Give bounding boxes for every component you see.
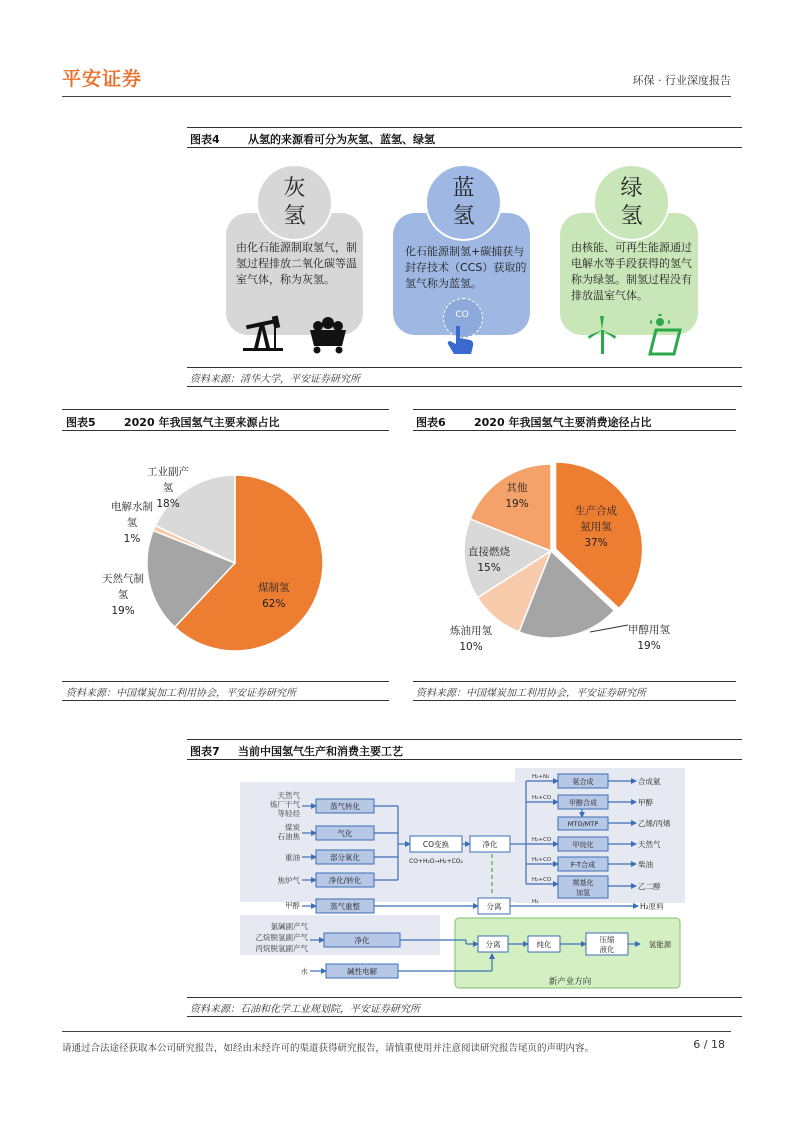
wind-turbine-icon	[588, 316, 616, 354]
blue-hydrogen-text: 化石能源制氢+碳捕获与封存技术（CCS）获取的氢气称为蓝氢。	[405, 245, 527, 290]
rx-ft: F-T合成	[570, 861, 596, 869]
pie2-methanol-leader-line	[590, 622, 630, 634]
fig6-bottom-rule	[413, 681, 736, 682]
fig4-source: 资料来源：清华大学，平安证券研究所	[190, 374, 360, 385]
fig7-title	[190, 743, 403, 759]
compress: 压缩	[599, 935, 615, 944]
green-hydrogen-text: 由核能、可再生能源通过电解水等手段获得的氢气称为绿氢。制氢过程没有排放温室气体。	[571, 241, 692, 302]
fig5-bottom-rule	[62, 681, 389, 682]
out-ethylene-glycol: 乙二醇	[638, 882, 661, 891]
pie2-burn-name: 直接燃烧	[468, 546, 510, 558]
pie2-label-combustion	[464, 544, 514, 576]
pie2-ammonia-name2: 氨用氢	[580, 521, 612, 533]
hand-touch-icon	[444, 322, 478, 356]
feed-ethane-dehydro-gas: 乙烷脱氢副产气	[255, 933, 308, 942]
gas-h2-n2: H₂+N₂	[532, 774, 550, 780]
pie1-elec-name1: 电解水制	[111, 501, 153, 513]
pie2-label-methanol	[624, 622, 674, 654]
blue-char2: 氢	[452, 204, 475, 229]
pie1-gas-name2: 氢	[117, 589, 129, 601]
pie2-methanol-name: 甲醇用氢	[628, 624, 670, 636]
pie1-ind-name1: 工业副产	[147, 466, 189, 478]
pie1-gas-name1: 天然气制	[102, 573, 144, 585]
rx-ammonia: 氨合成	[572, 778, 594, 786]
footer-disclaimer: 请通过合法途径获取本公司研究报告，如经由未经许可的渠道获得研究报告，请慎重使用并注意阅读研究报告尾页的声明内容。	[62, 1043, 595, 1054]
pie2-ammonia-value: 37%	[584, 537, 608, 549]
fig7-source: 资料来源：石油和化学工业规划院，平安证券研究所	[190, 1004, 420, 1015]
purification: 净化	[482, 840, 498, 849]
feed-propane-dehydro-gas: 丙烷脱氢副产气	[255, 944, 308, 953]
feed-light-hydrocarbon: 等轻烃	[277, 809, 300, 818]
pie1-label-coal	[258, 580, 290, 612]
fig4-title	[190, 131, 435, 147]
separation-2: 分离	[485, 940, 501, 949]
pie2-other-name: 其他	[506, 482, 528, 494]
feed-heavy-oil: 重油	[285, 853, 300, 862]
fig5-title-text: 2020 年我国氢气主要来源占比	[124, 416, 280, 429]
fig5-source-rule	[62, 700, 389, 701]
coal-cart-icon	[310, 317, 346, 354]
company-logo: 平安证券	[62, 68, 143, 90]
fig5-top-rule	[62, 409, 389, 410]
wind-solar-icons	[580, 314, 690, 356]
pie1-coal-name: 煤制氢	[258, 582, 290, 594]
grey-hydrogen-circle	[256, 164, 333, 241]
gas-h2-co-2: H₂+CO	[532, 837, 552, 843]
pie2-refine-name: 炼油用氢	[450, 625, 492, 637]
fig7-bottom-rule	[187, 997, 742, 998]
pie1-elec-name2: 氢	[126, 517, 138, 529]
report-category: 环保 · 行业深度报告	[632, 74, 731, 87]
fig6-source-rule	[413, 700, 736, 701]
fig5-title-rule	[62, 430, 389, 431]
pie1-label-industrial	[142, 464, 194, 512]
rx-methanation: 甲烷化	[572, 841, 594, 849]
fig4-number: 图表4	[190, 133, 220, 146]
proc-steam-reform-methanol: 蒸气重整	[330, 902, 360, 911]
out-ethylene-propylene: 乙烯/丙烯	[638, 819, 671, 828]
pie2-ammonia-name1: 生产合成	[575, 505, 617, 517]
proc-purify-convert: 净化/转化	[328, 876, 362, 885]
feed-natural-gas: 天然气	[277, 791, 300, 800]
refining: 纯化	[536, 940, 552, 949]
feed-water: 水	[300, 967, 308, 976]
fig7-title-rule	[187, 759, 742, 760]
out-diesel: 柴油	[638, 860, 653, 869]
rx-hydrogenation: 加氢	[576, 889, 590, 897]
new-industry-direction: 新产业方向	[548, 977, 592, 987]
oil-pump-and-coal-icons	[240, 312, 350, 354]
fig4-title-rule	[187, 147, 742, 148]
proc-partial-oxidation: 部分氧化	[330, 853, 360, 862]
feed-chlor-alkali-gas: 氯碱副产气	[270, 922, 308, 931]
pie2-label-ammonia	[570, 503, 622, 551]
oil-pump-icon	[243, 316, 283, 351]
fig7-top-rule	[187, 739, 742, 740]
co-capture-label: CO	[455, 310, 469, 320]
proc-purify-byproduct: 净化	[354, 936, 370, 945]
fig7-number: 图表7	[190, 745, 220, 758]
footer-divider	[62, 1031, 731, 1032]
pie2-label-other	[497, 480, 537, 512]
feed-petroleum-coke: 石油焦	[277, 832, 300, 841]
hydrogen-energy: 氢能源	[648, 940, 672, 949]
separation-1: 分离	[486, 902, 502, 911]
fig4-title-text: 从氢的来源看可分为灰氢、蓝氢、绿氢	[248, 133, 435, 146]
proc-steam-reforming: 蒸气转化	[330, 802, 360, 811]
page-number: 6 / 18	[693, 1038, 725, 1051]
rx-carbonylation: 羰基化	[572, 879, 594, 887]
co-shift-equation: CO+H₂O→H₂+CO₂	[409, 858, 463, 865]
fig6-source: 资料来源：中国煤炭加工利用协会，平安证券研究所	[416, 688, 646, 699]
proc-alkaline-electrolysis: 碱性电解	[347, 967, 377, 976]
grey-char1: 灰	[283, 176, 306, 201]
fig6-number: 图表6	[416, 416, 446, 429]
pie2-label-refining	[446, 623, 496, 655]
blue-char1: 蓝	[452, 176, 475, 201]
grey-hydrogen-text: 由化石能源制取氢气，制氢过程排放二氧化碳等温室气体，称为灰氢。	[236, 241, 357, 286]
gas-h2-co-3: H₂+CO	[532, 857, 552, 863]
out-ammonia: 合成氨	[638, 777, 661, 786]
solar-panel-icon	[650, 314, 680, 354]
liquefy: 液化	[599, 945, 615, 954]
hydrogen-process-flow-diagram	[240, 768, 715, 992]
header-divider	[62, 96, 731, 97]
fig5-source: 资料来源：中国煤炭加工利用协会，平安证券研究所	[66, 688, 296, 699]
pie1-label-gas	[97, 571, 149, 619]
green-hydrogen-circle	[593, 164, 670, 241]
rx-mto: MTO/MTP	[567, 820, 599, 828]
out-methanol: 甲醇	[638, 798, 653, 807]
pie2-burn-value: 15%	[477, 562, 501, 574]
fig4-top-rule	[187, 127, 742, 128]
fig5-number: 图表5	[66, 416, 96, 429]
pie1-elec-value: 1%	[123, 533, 141, 545]
fig6-title-text: 2020 年我国氢气主要消费途径占比	[474, 416, 652, 429]
pie2-other-value: 19%	[505, 498, 529, 510]
fig6-title-rule	[413, 430, 736, 431]
blue-hydrogen-circle	[425, 164, 502, 241]
fig6-title	[416, 414, 651, 430]
feed-coal: 煤炭	[285, 823, 300, 832]
rx-methanol: 甲醇合成	[569, 799, 597, 807]
proc-gasification: 气化	[337, 829, 353, 838]
feed-refinery-gas: 炼厂干气	[270, 800, 300, 809]
out-natural-gas: 天然气	[638, 840, 661, 849]
fig4-bottom-rule	[187, 367, 742, 368]
pie1-coal-value: 62%	[262, 598, 286, 610]
pie1-ind-value: 18%	[156, 498, 180, 510]
pie2-refine-value: 10%	[459, 641, 483, 653]
fig6-top-rule	[413, 409, 736, 410]
pie2-methanol-value: 19%	[637, 640, 661, 652]
feed-methanol: 甲醇	[285, 901, 300, 910]
feed-coke-oven-gas: 焦炉气	[277, 876, 300, 885]
gas-h2: H₂	[532, 899, 539, 905]
green-char2: 氢	[620, 204, 643, 229]
pie1-gas-value: 19%	[111, 605, 135, 617]
fig5-title	[66, 414, 279, 430]
fig7-title-text: 当前中国氢气生产和消费主要工艺	[238, 745, 403, 758]
gas-h2-co-4: H₂+CO	[532, 877, 552, 883]
pie1-ind-name2: 氢	[162, 482, 174, 494]
co-shift: CO变换	[422, 840, 450, 849]
gas-h2-co-1: H₂+CO	[532, 795, 552, 801]
green-char1: 绿	[620, 176, 643, 201]
grey-char2: 氢	[283, 204, 306, 229]
fig7-source-rule	[187, 1016, 742, 1017]
fig4-source-rule	[187, 386, 742, 387]
out-h2-feedstock: H₂原料	[640, 902, 664, 911]
